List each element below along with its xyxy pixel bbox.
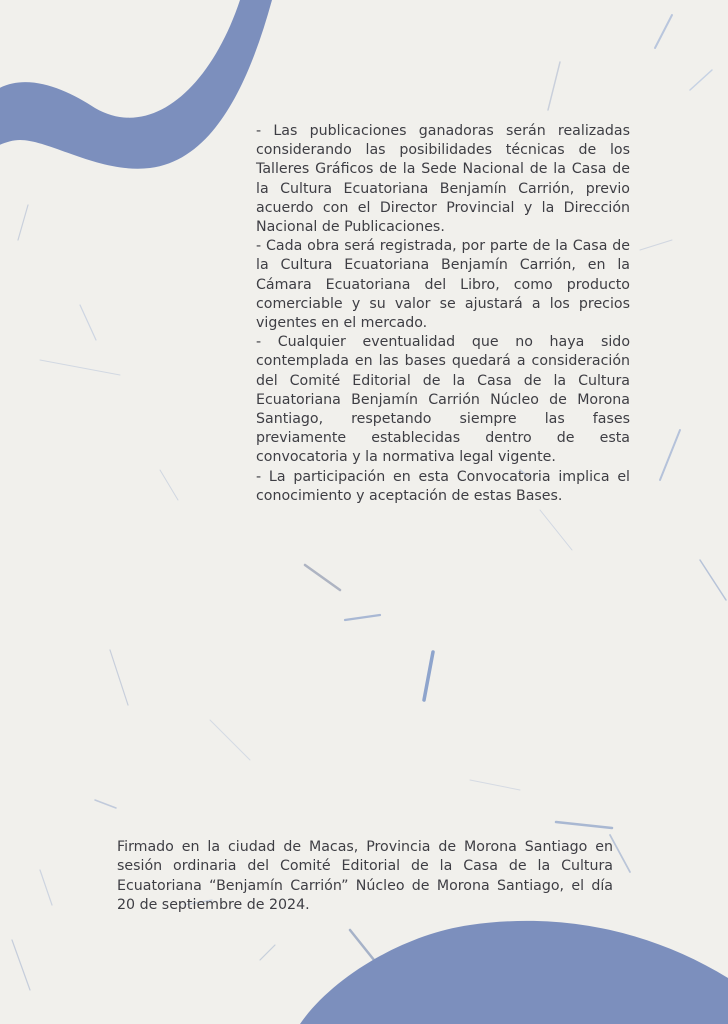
- signature-statement: Firmado en la ciudad de Macas, Provincia de Morona Santiago en sesión ordinaria del Comité Editorial de la Casa de la Cultura Ecuatoriana “Benjamín Carrión” Núcleo de Morona Santiago, el día 20 de septiembre de 2024.: [117, 839, 613, 913]
- paragraph-registration: - Cada obra será registrada, por parte de la Casa de la Cultura Ecuatoriana Benjamín Carrión, en la Cámara Ecuatoriana del Libro, como producto comerciable y su valor se ajustará a los precios vigentes en el mercado.: [256, 238, 630, 332]
- brush-stroke-top: [0, 0, 272, 169]
- paragraph-participation: - La participación en esta Convocatoria implica el conocimiento y aceptación de estas Bases.: [256, 468, 630, 504]
- paragraph-eventuality: - Cualquier eventualidad que no haya sido contemplada en las bases quedará a consideración del Comité Editorial de la Casa de la Cultura Ecuatoriana Benjamín Carrión Núcleo de Morona Santiago, respetando siempre las fases previamente establecidas dentro de esta convocatoria y la normativa legal vigente.: [256, 334, 630, 466]
- paragraph-publications: - Las publicaciones ganadoras serán realizadas considerando las posibilidades técnicas de los Talleres Gráficos de la Sede Nacional de la Casa de la Cultura Ecuatoriana Benjamín Carrión, previo acuerdo con el Director Provincial y la Dirección Nacional de Publicaciones.: [256, 123, 630, 236]
- terms-text-block: [256, 122, 630, 506]
- brush-stroke-bottom: [300, 921, 728, 1024]
